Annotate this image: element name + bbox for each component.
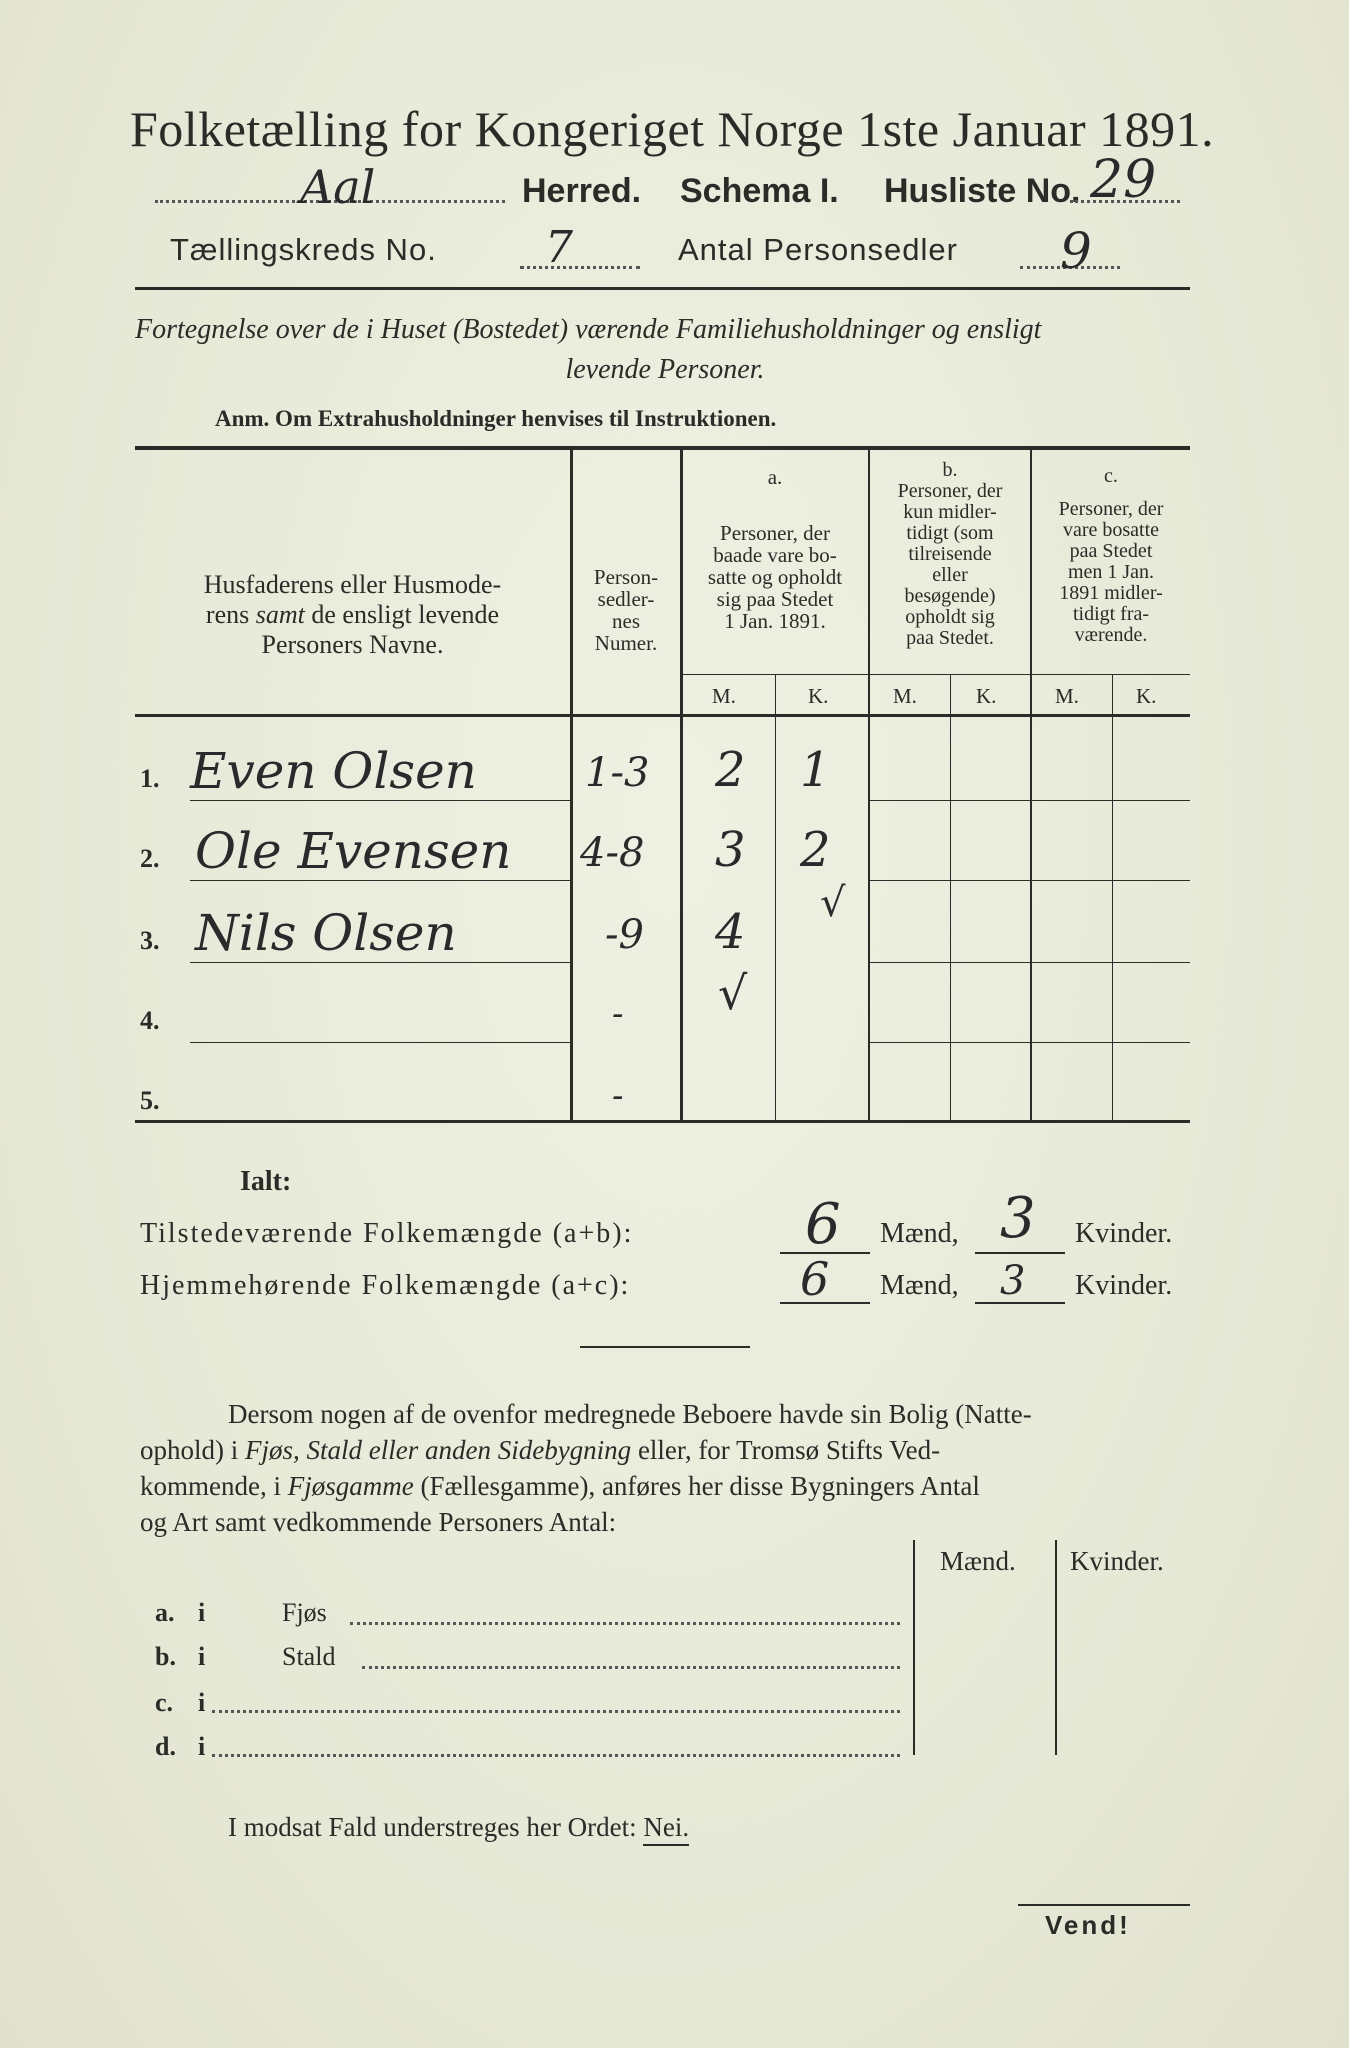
tilstede-maend: Mænd, [880, 1218, 959, 1249]
col-b-k-label: K. [976, 684, 997, 708]
hjemme-label: Hjemmehørende Folkemængde (a+c): [140, 1270, 631, 1301]
kreds-label: Tællingskreds No. [170, 232, 437, 267]
bolig-item-c-dots [212, 1710, 900, 1713]
schema-label: Schema I. [680, 172, 839, 210]
form-title: Folketælling for Kongeriget Norge 1ste Januar 1891. [130, 101, 1215, 157]
row-2-number: 2. [140, 844, 160, 873]
header-rule [135, 287, 1190, 290]
hjemme-maend: Mænd, [880, 1270, 959, 1301]
herred-label: Herred. [522, 172, 642, 210]
col-c-k-label: K. [1136, 684, 1157, 708]
row-5-sedler: - [612, 1076, 624, 1116]
row-2-name: Ole Evensen [195, 822, 512, 880]
ialt-label: Ialt: [240, 1166, 292, 1197]
husliste-label: Husliste No. [884, 172, 1081, 210]
table-vline-2 [680, 448, 683, 1120]
row-2-sedler: 4-8 [580, 830, 645, 876]
row-1-rule-right [868, 800, 1190, 801]
col-a-k-label: K. [808, 684, 829, 708]
bolig-item-b-label: Stald [282, 1642, 336, 1671]
row-3-sedler: -9 [605, 912, 644, 958]
antal-label: Antal Personsedler [678, 232, 958, 267]
tilstede-kvinder: Kvinder. [1075, 1218, 1173, 1249]
bolig-item-b-letter: b. [155, 1642, 176, 1671]
table-vline-b-mk [950, 674, 951, 1120]
col-a-m-label: M. [712, 684, 736, 708]
anm-note: Anm. Om Extrahusholdninger henvises til Instruktionen. [215, 406, 777, 431]
hjemme-k-value: 3 [1000, 1258, 1026, 1304]
row-1-a-k: 1 [800, 742, 831, 798]
row-1-a-m: 2 [715, 742, 746, 798]
herred-value: Aal [300, 160, 376, 214]
col-a-header: a. Personer, der baade vare bo- satte og opholdt sig paa Stedet 1 Jan. 1891. [707, 465, 843, 633]
tilstede-label: Tilstedeværende Folkemængde (a+b): [140, 1218, 634, 1249]
row-4-sedler: - [612, 994, 624, 1034]
col-num-header: Person- sedler- nes Numer. [593, 565, 659, 655]
row-3-a-m: 4 [715, 904, 746, 960]
row-1-sedler: 1-3 [585, 750, 650, 796]
section-divider [580, 1346, 750, 1348]
bolig-item-a-letter: a. [155, 1598, 175, 1627]
bolig-kvinder-header: Kvinder. [1070, 1546, 1164, 1576]
row-4-a-m: √ [718, 966, 748, 1020]
husliste-value: 29 [1090, 150, 1157, 210]
col-names-header: Husfaderens eller Husmode- rens samt de ensligt levende Personers Navne. [203, 570, 502, 659]
table-bottom-rule [135, 1120, 1190, 1123]
bolig-vline-1 [913, 1540, 915, 1755]
row-1-number: 1. [140, 764, 160, 793]
antal-value: 9 [1060, 222, 1092, 280]
row-5-number: 5. [140, 1086, 160, 1115]
bolig-item-d-letter: d. [155, 1732, 176, 1761]
row-3-a-k: √ [820, 880, 846, 926]
kreds-dotted-line [520, 266, 640, 269]
bolig-item-c-letter: c. [155, 1688, 174, 1717]
row-3-name: Nils Olsen [195, 904, 457, 962]
bolig-item-a-prep: i [198, 1598, 206, 1627]
row-4-rule-right [868, 1042, 1190, 1043]
bolig-vline-2 [1055, 1540, 1057, 1755]
table-vline-a-mk [775, 674, 776, 1120]
bolig-item-a-label: Fjøs [282, 1598, 327, 1627]
bolig-item-b-prep: i [198, 1642, 206, 1671]
intro-line1: Fortegnelse over de i Huset (Bostedet) værende Familiehusholdninger og ensligt [135, 314, 1042, 345]
row-2-rule-right [868, 880, 1190, 881]
tilstede-m-value: 6 [805, 1192, 841, 1257]
bolig-item-b-dots [362, 1666, 900, 1669]
bolig-item-c-prep: i [198, 1688, 206, 1717]
kreds-value: 7 [545, 222, 573, 273]
vend-rule [1018, 1904, 1190, 1906]
row-1-name: Even Olsen [190, 742, 477, 800]
row-1-rule [190, 800, 570, 801]
table-vline-c-mk [1112, 674, 1113, 1120]
row-3-rule-right [868, 962, 1190, 963]
col-c-header: c. Personer, der vare bosatte paa Stedet men 1 Jan. 1891 midler- tidigt fra- værende. [1058, 465, 1164, 646]
row-3-rule [190, 962, 570, 963]
bolig-maend-header: Mænd. [940, 1546, 1016, 1576]
vend-label: Vend! [1045, 1910, 1131, 1940]
tilstede-k-value: 3 [1000, 1186, 1036, 1251]
hjemme-m-value: 6 [800, 1252, 830, 1306]
row-3-number: 3. [140, 926, 160, 955]
row-2-a-m: 3 [715, 822, 746, 878]
intro-line2: levende Personer. [565, 354, 765, 385]
nei-word: Nei. [643, 1812, 689, 1846]
col-b-m-label: M. [893, 684, 917, 708]
row-4-number: 4. [140, 1006, 160, 1035]
bolig-item-d-dots [212, 1754, 900, 1757]
bolig-paragraph: Dersom nogen af de ovenfor medregnede Beboere havde sin Bolig (Natte- ophold) i Fjøs, Stald eller anden Sidebygning eller, for Tromsø Stifts Ved- kommende, i Fjøsgamme (Fællesgamme), anføres her disse Bygningers Antal og Art samt vedkommende Personers Antal: [140, 1399, 1032, 1537]
bolig-item-a-dots [350, 1622, 900, 1625]
col-c-m-label: M. [1055, 684, 1079, 708]
modsat-text: I modsat Fald understreges her Ordet: Nei. [228, 1812, 689, 1843]
col-b-header: b. Personer, der kun midler- tidigt (som tilreisende eller besøgende) opholdt sig paa Stedet. [897, 459, 1003, 649]
table-mk-rule [680, 674, 1190, 675]
row-2-a-k: 2 [800, 822, 831, 878]
bolig-item-d-prep: i [198, 1732, 206, 1761]
tilstede-k-underline [975, 1252, 1065, 1254]
table-vline-1 [570, 448, 573, 1120]
hjemme-kvinder: Kvinder. [1075, 1270, 1173, 1301]
row-2-rule [190, 880, 570, 881]
row-4-rule [190, 1042, 570, 1043]
